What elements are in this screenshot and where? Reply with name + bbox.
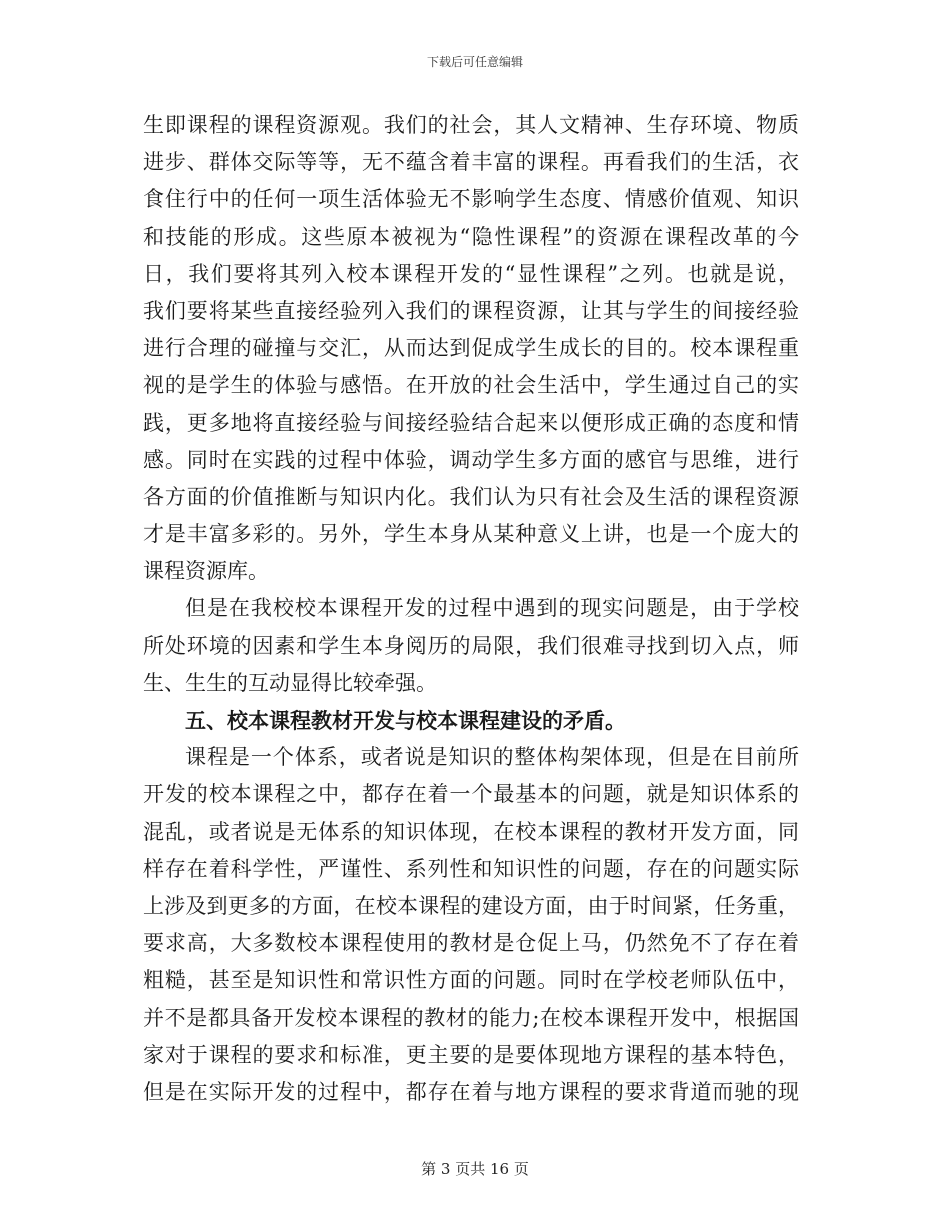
text-line: 开发的校本课程之中，都存在着一个最基本的问题，就是知识体系的: [143, 782, 799, 807]
text-line: 家对于课程的要求和标准，更主要的是要体现地方课程的基本特色，: [143, 1042, 799, 1067]
text-line: 样存在着科学性，严谨性、系列性和知识性的问题，存在的问题实际: [143, 856, 799, 881]
text-line: 进行合理的碰撞与交汇，从而达到促成学生成长的目的。校本课程重: [143, 336, 799, 361]
text-line: 进步、群体交际等等，无不蕴含着丰富的课程。再看我们的生活，衣: [143, 150, 799, 175]
document-body: [143, 107, 799, 1111]
text-line: 并不是都具备开发校本课程的教材的能力;在校本课程开发中，根据国: [143, 1005, 799, 1030]
text-line: 混乱，或者说是无体系的知识体现，在校本课程的教材开发方面，同: [143, 819, 799, 844]
text-line: 课程是一个体系，或者说是知识的整体构架体现，但是在目前所: [185, 745, 799, 770]
text-line: 生、生生的互动显得比较牵强。: [143, 670, 437, 695]
text-line: 感。同时在实践的过程中体验，调动学生多方面的感官与思维，进行: [143, 447, 799, 472]
text-line: 粗糙，甚至是知识性和常识性方面的问题。同时在学校老师队伍中，: [143, 968, 799, 993]
text-line: 课程资源库。: [143, 559, 269, 584]
text-line: 视的是学生的体验与感悟。在开放的社会生活中，学生通过自己的实: [143, 373, 799, 398]
text-line: 所处环境的因素和学生本身阅历的局限，我们很难寻找到切入点，师: [143, 633, 799, 658]
text-line: 我们要将某些直接经验列入我们的课程资源，让其与学生的间接经验: [143, 298, 799, 323]
text-line: 才是丰富多彩的。另外，学生本身从某种意义上讲，也是一个庞大的: [143, 522, 799, 547]
section-heading: 五、校本课程教材开发与校本课程建设的矛盾。: [185, 708, 626, 733]
text-line: 食住行中的任何一项生活体验无不影响学生态度、情感价值观、知识: [143, 187, 799, 212]
text-line: 但是在我校校本课程开发的过程中遇到的现实问题是，由于学校: [185, 596, 799, 621]
text-line: 和技能的形成。这些原本被视为“隐性课程”的资源在课程改革的今: [143, 224, 799, 249]
text-line: 上涉及到更多的方面，在校本课程的建设方面，由于时间紧，任务重，: [143, 893, 799, 918]
text-line: 践，更多地将直接经验与间接经验结合起来以便形成正确的态度和情: [143, 410, 799, 435]
page-header: 下载后可任意编辑: [426, 55, 523, 69]
text-line: 生即课程的课程资源观。我们的社会，其人文精神、生存环境、物质: [143, 113, 799, 137]
text-line: 日，我们要将其列入校本课程开发的“显性课程”之列。也就是说，: [143, 261, 799, 286]
text-line: 但是在实际开发的过程中，都存在着与地方课程的要求背道而驰的现: [143, 1079, 799, 1104]
text-line: 要求高，大多数校本课程使用的教材是仓促上马，仍然免不了存在着: [143, 931, 799, 956]
page-footer: 第 3 页共 16 页: [421, 1160, 529, 1178]
text-line: 各方面的价值推断与知识内化。我们认为只有社会及生活的课程资源: [143, 484, 799, 509]
